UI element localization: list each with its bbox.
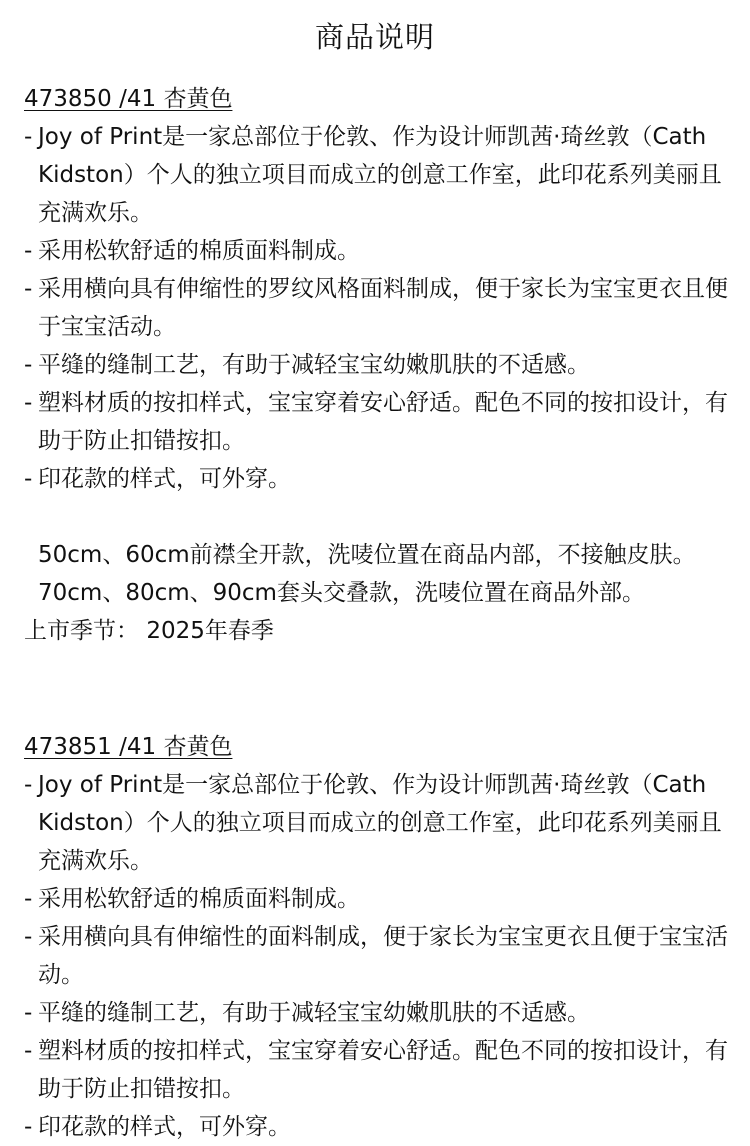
- spacer: [24, 498, 734, 536]
- size-note: 70cm、80cm、90cm套头交叠款，洗唛位置在商品外部。: [38, 580, 645, 606]
- feature-bullet: [24, 460, 734, 498]
- feature-bullet: [24, 880, 734, 918]
- bullet-marker: -: [24, 886, 33, 912]
- feature-bullet: [24, 346, 734, 384]
- bullet-text: 印花款的样式，可外穿。: [38, 466, 291, 492]
- feature-bullet: [24, 918, 734, 994]
- feature-bullet: [24, 384, 734, 460]
- bullet-text: 采用横向具有伸缩性的面料制成，便于家长为宝宝更衣且便于宝宝活动。: [38, 924, 728, 988]
- feature-bullet: [24, 1032, 734, 1108]
- bullet-marker: -: [24, 352, 33, 378]
- product-heading: 473850 /41 杏黄色: [24, 86, 233, 112]
- bullet-text: 采用横向具有伸缩性的罗纹风格面料制成，便于家长为宝宝更衣且便于宝宝活动。: [38, 276, 728, 340]
- bullet-marker: -: [24, 1000, 33, 1026]
- bullet-text: 采用松软舒适的棉质面料制成。: [38, 238, 360, 264]
- season-label: 上市季节：: [24, 618, 139, 644]
- bullet-text: 塑料材质的按扣样式，宝宝穿着安心舒适。配色不同的按扣设计，有助于防止扣错按扣。: [38, 1038, 728, 1102]
- product-section-473851: [24, 728, 734, 1146]
- feature-bullet: [24, 270, 734, 346]
- bullet-marker: -: [24, 772, 33, 798]
- bullet-marker: -: [24, 1038, 33, 1064]
- bullet-marker: -: [24, 390, 33, 416]
- feature-bullet: [24, 994, 734, 1032]
- bullet-text: Joy of Print是一家总部位于伦敦、作为设计师凯茜·琦丝敦（Cath Kidston）个人的独立项目而成立的创意工作室，此印花系列美丽且充满欢乐。: [38, 772, 722, 874]
- product-heading: 473851 /41 杏黄色: [24, 734, 233, 760]
- bullet-marker: -: [24, 1114, 33, 1140]
- feature-bullet: [24, 118, 734, 232]
- feature-bullet: [24, 766, 734, 880]
- season-line: [24, 612, 734, 650]
- bullet-marker: -: [24, 466, 33, 492]
- bullet-text: Joy of Print是一家总部位于伦敦、作为设计师凯茜·琦丝敦（Cath Kidston）个人的独立项目而成立的创意工作室，此印花系列美丽且充满欢乐。: [38, 124, 722, 226]
- season-value: 2025年春季: [146, 618, 274, 644]
- page-title: 商品说明: [314, 20, 435, 54]
- bullet-marker: -: [24, 276, 33, 302]
- bullet-text: 塑料材质的按扣样式，宝宝穿着安心舒适。配色不同的按扣设计，有助于防止扣错按扣。: [38, 390, 728, 454]
- bullet-text: 印花款的样式，可外穿。: [38, 1114, 291, 1140]
- bullet-marker: -: [24, 238, 33, 264]
- bullet-marker: -: [24, 124, 33, 150]
- bullet-text: 平缝的缝制工艺，有助于减轻宝宝幼嫩肌肤的不适感。: [38, 352, 590, 378]
- product-section-473850: [24, 80, 734, 650]
- feature-bullet: [24, 232, 734, 270]
- bullet-text: 采用松软舒适的棉质面料制成。: [38, 886, 360, 912]
- size-note: 50cm、60cm前襟全开款，洗唛位置在商品内部，不接触皮肤。: [38, 542, 696, 568]
- bullet-marker: -: [24, 924, 33, 950]
- bullet-text: 平缝的缝制工艺，有助于减轻宝宝幼嫩肌肤的不适感。: [38, 1000, 590, 1026]
- feature-bullet: [24, 1108, 734, 1146]
